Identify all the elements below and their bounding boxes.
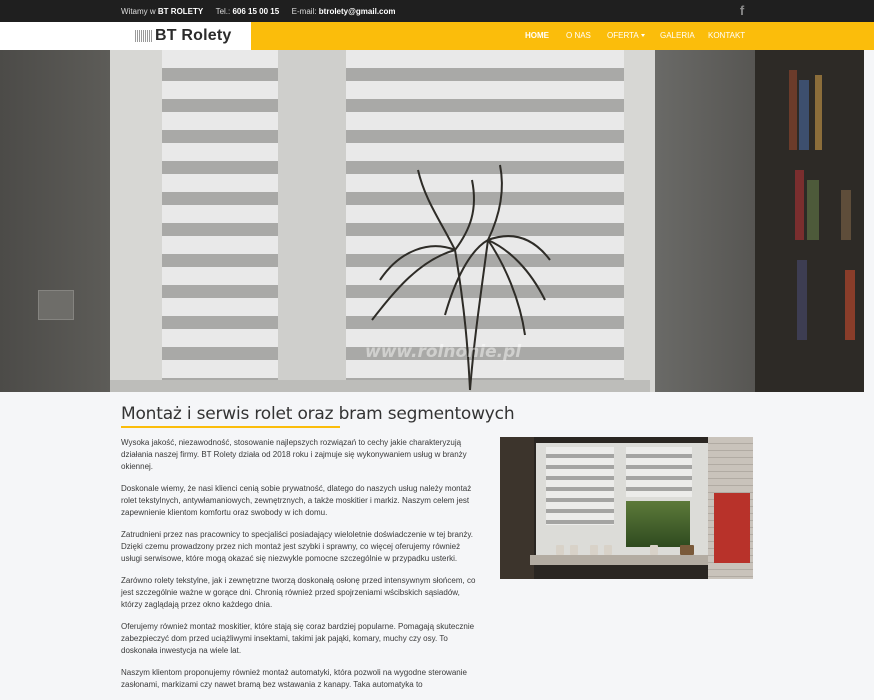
top-bar bbox=[0, 0, 874, 22]
photo-shelf bbox=[500, 437, 534, 579]
photo-blind-left bbox=[546, 447, 614, 525]
photo-plant-pot bbox=[680, 545, 694, 555]
facebook-icon[interactable]: f bbox=[739, 3, 745, 18]
nav-item-o-nas[interactable]: O NAS bbox=[566, 31, 591, 40]
photo-blind-right bbox=[626, 447, 692, 497]
photo-red-poster bbox=[714, 493, 750, 563]
photo-plant-pot bbox=[604, 545, 612, 555]
nav-item-oferta-label: OFERTA bbox=[607, 31, 639, 40]
photo-window-sill bbox=[530, 555, 720, 565]
page-title: Montaż i serwis rolet oraz bram segmentowych bbox=[121, 404, 515, 424]
email-link[interactable]: btrolety@gmail.com bbox=[318, 7, 396, 16]
welcome-prefix: Witamy w bbox=[121, 7, 156, 16]
nav-item-home[interactable]: HOME bbox=[525, 31, 549, 40]
logo[interactable] bbox=[135, 27, 231, 45]
phone-number[interactable]: 606 15 00 15 bbox=[232, 7, 280, 16]
paragraph: Naszym klientom proponujemy również montaż automatyki, która pozwoli na wygodne sterowanie zasłonami, markizami czy nawet bramą bez wstawania z kanapy. Taka automatyka to bbox=[121, 668, 467, 689]
phone-label: Tel.: bbox=[215, 7, 231, 16]
main-navigation bbox=[0, 22, 874, 50]
intro-text bbox=[121, 437, 483, 700]
nav-item-kontakt[interactable]: KONTAKT bbox=[708, 31, 746, 40]
nav-item-galeria[interactable]: GALERIA bbox=[660, 31, 695, 40]
hero-plant bbox=[0, 50, 864, 392]
photo-plant-pot bbox=[590, 545, 598, 555]
blinds-logo-icon bbox=[135, 30, 153, 42]
paragraph: Zarówno rolety tekstylne, jak i zewnętrzne tworzą doskonałą osłonę przed intensywnym słońcem, co jest szczególnie ważne w gorące dni. Chronią również przed spojrzeniami wścibskich sąsiadów, którzy zaglądają przez okno każdego dnia. bbox=[121, 576, 476, 609]
paragraph: Zatrudnieni przez nas pracownicy to specjaliści posiadający wieloletnie doświadczenie w tej branży. Dzięki czemu prowadzony przez nich montaż jest szybki i sprawny, co więcej oferujemy również usługi serwisowe, które mogą okazać się niezwykle pomocne szczególnie w przypadku usterki. bbox=[121, 530, 474, 563]
photo-plant-pot bbox=[556, 545, 564, 555]
nav-item-oferta[interactable] bbox=[607, 31, 645, 40]
photo-plant-pot bbox=[570, 545, 578, 555]
hero-image bbox=[0, 50, 864, 392]
title-underline bbox=[121, 426, 340, 428]
photo-plant-pot bbox=[650, 545, 658, 555]
hero-watermark: www.rolnonie.pl bbox=[365, 342, 522, 362]
contact-info bbox=[121, 7, 395, 16]
chevron-down-icon bbox=[641, 34, 645, 37]
paragraph: Doskonale wiemy, że nasi klienci cenią sobie prywatność, dlatego do naszych usług należy montaż rolet tekstylnych, antywłamaniowych, zewnętrznych, a także moskitier i markiz. Naszym celem jest zapewnienie klientom komfortu oraz swobody w ich domu. bbox=[121, 484, 472, 517]
logo-text: BT Rolety bbox=[155, 27, 232, 44]
paragraph: Wysoka jakość, niezawodność, stosowanie najlepszych rozwiązań to cechy jakie charakteryzują działania naszej firmy. BT Rolety działa od 2018 roku i zajmuje się wykonywaniem usług w branży okiennej. bbox=[121, 438, 467, 471]
menu-bar bbox=[251, 22, 874, 50]
company-name: BT ROLETY bbox=[157, 7, 204, 16]
photo-garden bbox=[626, 501, 690, 547]
paragraph: Oferujemy również montaż moskitier, które stają się coraz bardziej popularne. Pomagają skutecznie zabezpieczyć dom przed uciążliwymi insektami, takimi jak pająki, komary, muchy czy osy. To doskonała inwestycja na wiele lat. bbox=[121, 622, 475, 655]
email-label: E-mail: bbox=[291, 7, 317, 16]
content-photo bbox=[500, 437, 753, 579]
